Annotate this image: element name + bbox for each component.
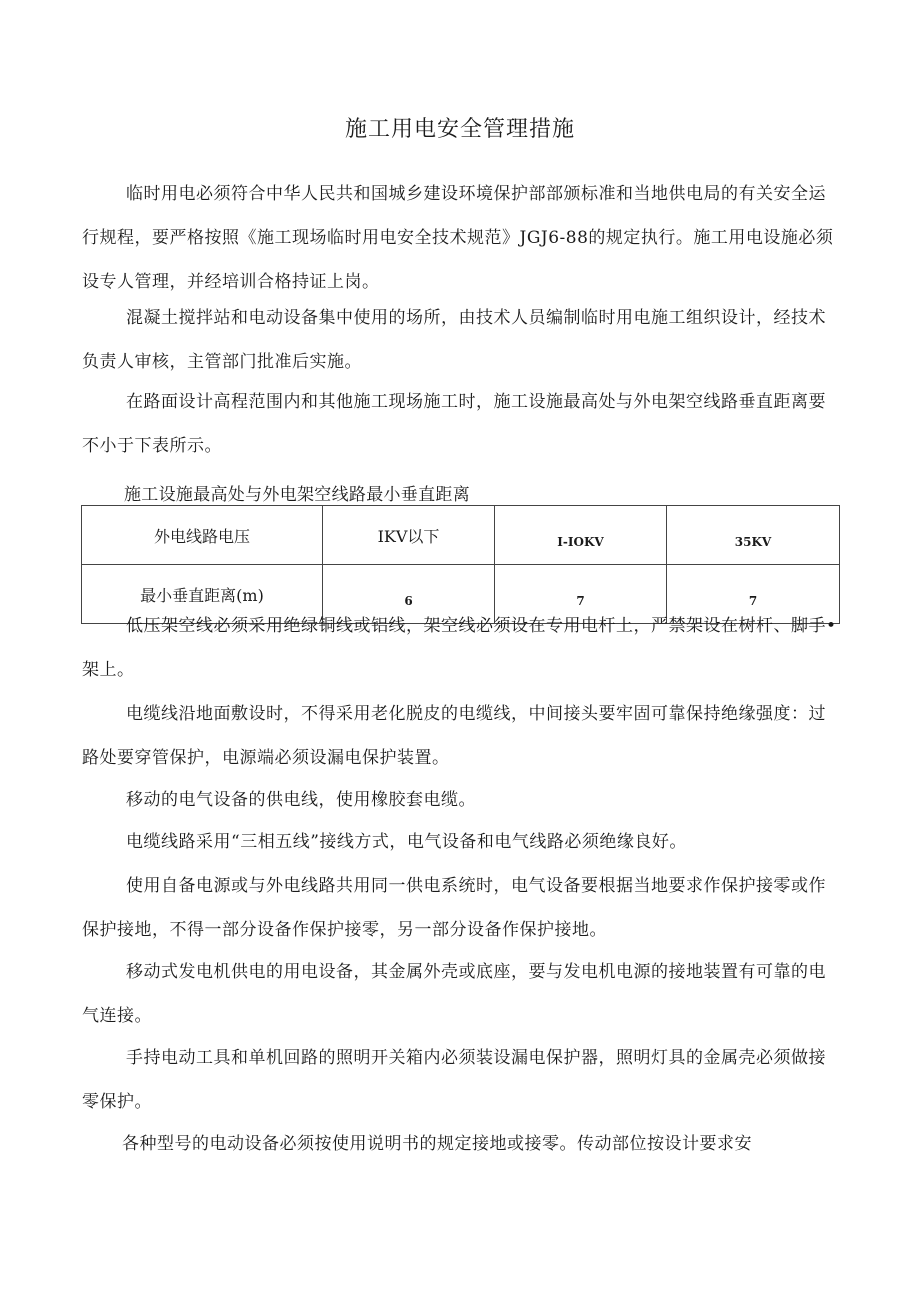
table-header-cell: IKV以下 (323, 506, 495, 565)
table-header-row (82, 506, 840, 565)
paragraph-7: 电缆线路采用“三相五线”接线方式，电气设备和电气线路必须绝缘良好。 (126, 832, 687, 852)
paragraph-8: 使用自备电源或与外电线路共用同一供电系统时，电气设备要根据当地要求作保护接零或作保护接地，不得一部分设备作保护接零，另一部分设备作保护接地。 (82, 876, 826, 940)
table-cell: 7 (495, 565, 667, 624)
table-cell: 6 (323, 565, 495, 624)
table-header-cell: 35KV (667, 506, 840, 565)
table-cell: 7 (667, 565, 840, 624)
table-row-label: 最小垂直距离(m) (82, 565, 323, 624)
paragraph-6: 移动的电气设备的供电线，使用橡胶套电缆。 (126, 790, 476, 810)
paragraph-1: 临时用电必须符合中华人民共和国城乡建设环境保护部部颁标准和当地供电局的有关安全运行规程，要严格按照《施工现场临时用电安全技术规范》JGJ6-88的规定执行。施工用电设施必须设专人管理，并经培训合格持证上岗。 (82, 184, 834, 292)
page-title: 施工用电安全管理措施 (344, 117, 575, 142)
paragraph-10: 手持电动工具和单机回路的照明开关箱内必须装设漏电保护器，照明灯具的金属壳必须做接零保护。 (82, 1048, 826, 1112)
paragraph-9: 移动式发电机供电的用电设备，其金属外壳或底座，要与发电机电源的接地装置有可靠的电气连接。 (82, 962, 826, 1026)
table-header-cell: I-IOKV (495, 506, 667, 565)
paragraph-11: 各种型号的电动设备必须按使用说明书的规定接地或接零。传动部位按设计要求安 (122, 1134, 752, 1154)
paragraph-4: 低压架空线必须采用绝绿铜线或铝线，架空线必须设在专用电杆上，严禁架设在树杆、脚手•架上。 (82, 616, 837, 680)
paragraph-5: 电缆线沿地面敷设时，不得采用老化脱皮的电缆线，中间接头要牢固可靠保持绝缘强度：过路处要穿管保护，电源端必须设漏电保护装置。 (82, 704, 826, 768)
paragraph-2: 混凝土搅拌站和电动设备集中使用的场所，由技术人员编制临时用电施工组织设计，经技术负责人审核，主管部门批准后实施。 (82, 308, 826, 372)
paragraph-3: 在路面设计高程范围内和其他施工现场施工时，施工设施最高处与外电架空线路垂直距离要不小于下表所示。 (82, 392, 826, 456)
table-header-cell: 外电线路电压 (82, 506, 323, 565)
table-caption: 施工设施最高处与外电架空线路最小垂直距离 (124, 485, 470, 505)
